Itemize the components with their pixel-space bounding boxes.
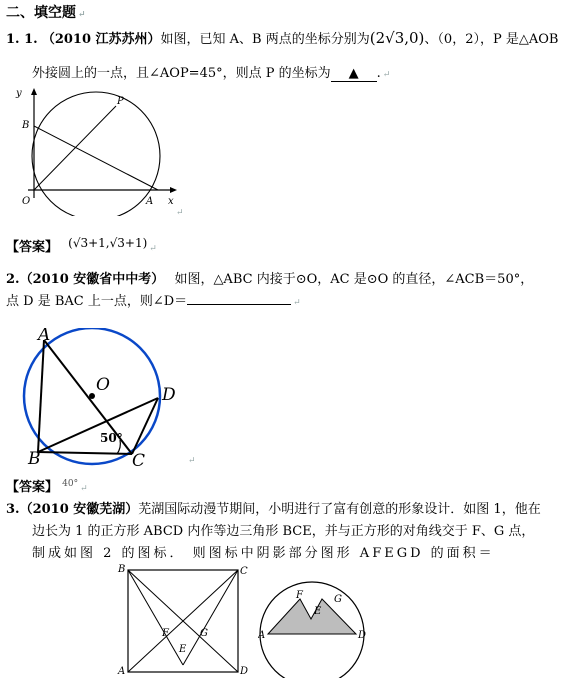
fig2-point-e: E — [314, 606, 322, 617]
question-1-line-2: 外接圆上的一点，且∠AOP=45°，则点 P 的坐标为 ▲ . ↵ — [32, 66, 391, 81]
axis-x-label: x — [168, 196, 174, 207]
question-1-line-1: 1. 1. （2010 江苏苏州）如图，已知 A、B 两点的坐标分别为(2√3,0)、（0，2），P 是△AOB — [6, 29, 559, 47]
origin-label: O — [22, 196, 31, 207]
question-3-line-2: 边长为 1 的正方形 ABCD 内作等边三角形 BCE，并与正方形的对角线交于 F、G 点， — [32, 524, 535, 539]
point-c-label: C — [132, 451, 146, 468]
fig2-point-a: A — [258, 630, 266, 641]
question-2-line-2: 点 D 是 BAC 上一点，则∠D＝ ↵ — [6, 294, 301, 309]
q3-figure-1 — [116, 562, 252, 678]
section-title: 二、填空题 ↵ — [6, 5, 86, 21]
q1-answer: 【答案】 (√3+1,√3+1) ↵ — [6, 236, 157, 255]
point-b-label: B — [22, 120, 30, 131]
q2-figure — [20, 328, 190, 468]
q1-answer-value: (√3+1,√3+1) — [68, 236, 148, 250]
q1-figure — [14, 86, 184, 216]
fig2-point-d: D — [358, 630, 367, 641]
fig1-point-e: E — [179, 644, 187, 655]
point-a-label: A — [38, 328, 51, 345]
fig1-point-b: B — [118, 564, 126, 575]
angle-label: 50° — [100, 431, 123, 445]
point-p-label: P — [117, 96, 124, 107]
fig1-point-c: C — [240, 566, 248, 577]
q2-answer: 【答案】 $^{40^\circ}$ ↵ — [6, 479, 88, 495]
center-o-label: O — [96, 375, 110, 395]
q2-answer-value: 40° — [62, 479, 79, 489]
question-3-line-3: 制成如图 2 的图标． 则图标中阴影部分图形 AFEGD 的面积＝ — [32, 546, 495, 561]
fig2-point-f: F — [296, 590, 303, 601]
point-a-label: A — [146, 196, 154, 207]
question-3-line-1: 3.（2010 安徽芜湖）芜湖国际动漫节期间，小明进行了富有创意的形象设计．如图 1，他在 — [6, 502, 541, 517]
q3-figure-2 — [258, 568, 384, 678]
fig2-point-g: G — [334, 594, 342, 605]
point-b-label: B — [28, 449, 41, 468]
point-d-label: D — [162, 385, 176, 405]
fig1-point-a: A — [118, 666, 126, 677]
fig1-point-d: D — [240, 666, 249, 677]
question-2-line-1: 2.（2010 安徽省中中考） 如图，△ABC 内接于⊙O，AC 是⊙O 的直径，∠ACB＝50°， — [6, 272, 534, 287]
fig1-point-f: F — [162, 628, 169, 639]
fig1-point-g: G — [200, 628, 208, 639]
axis-y-label: y — [16, 88, 22, 99]
